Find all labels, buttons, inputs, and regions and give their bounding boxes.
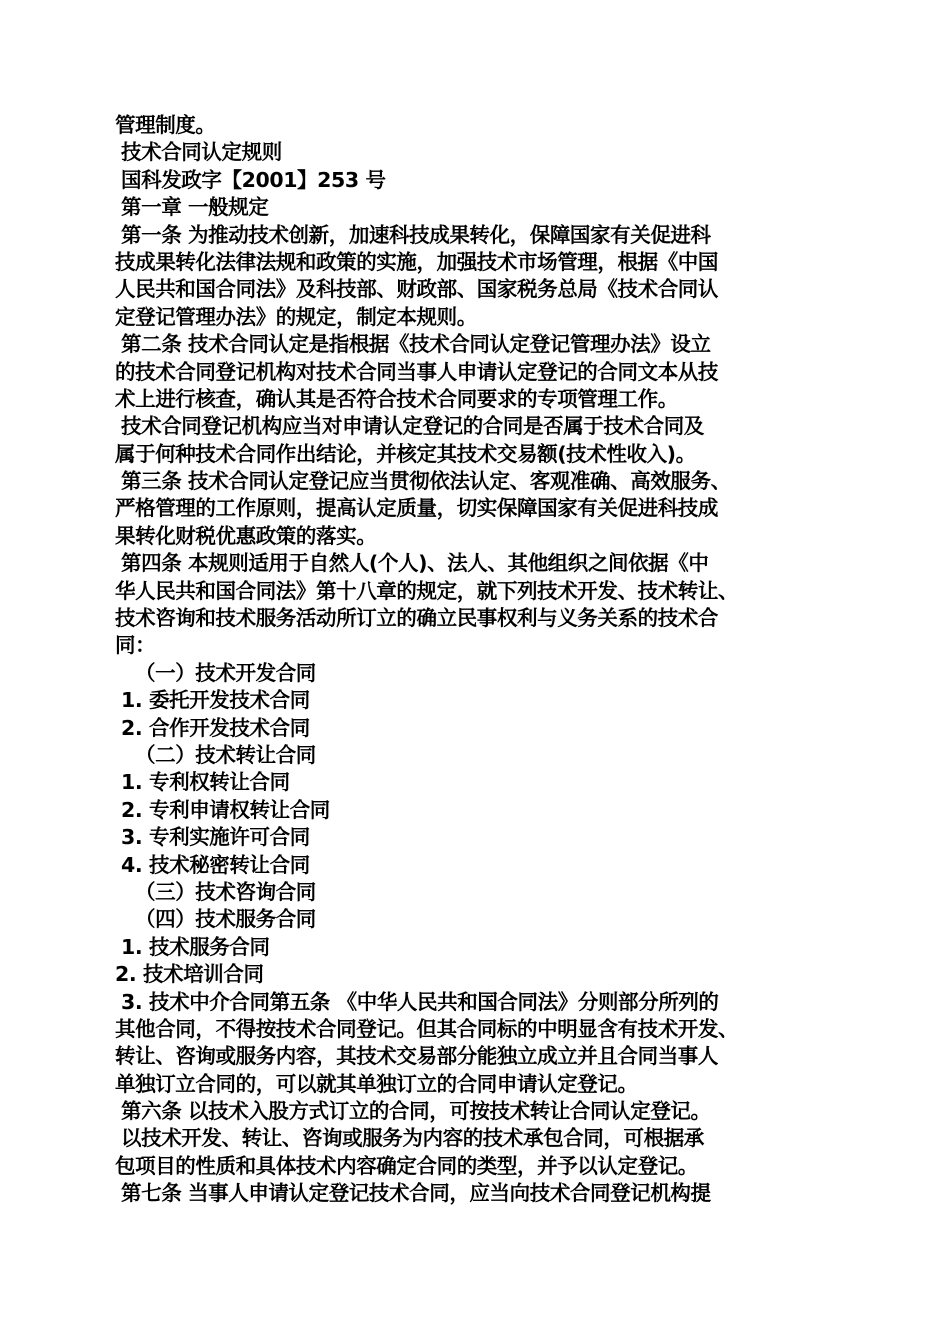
document-number: 国科发政字【2001】253 号 xyxy=(121,167,386,192)
rule-title: 技术合同认定规则 xyxy=(121,140,282,165)
list-item: 3. 专利实施许可合同 xyxy=(121,825,310,850)
list-heading: （二）技术转让合同 xyxy=(135,742,316,767)
text-line: 技成果转化法律法规和政策的实施，加强技术市场管理，根据《中国 xyxy=(115,249,718,274)
text-line: 严格管理的工作原则，提高认定质量，切实保障国家有关促进科技成 xyxy=(115,496,718,521)
chapter-heading: 第一章 一般规定 xyxy=(121,195,269,220)
list-heading: （三）技术咨询合同 xyxy=(135,879,316,904)
text-line: 的技术合同登记机构对技术合同当事人申请认定登记的合同文本从技 xyxy=(115,359,718,384)
text-line: 技术合同登记机构应当对申请认定登记的合同是否属于技术合同及 xyxy=(121,414,704,439)
list-heading: （四）技术服务合同 xyxy=(135,907,316,932)
article-3: 第三条 技术合同认定登记应当贯彻依法认定、客观准确、高效服务、 xyxy=(121,469,731,494)
text-line: 果转化财税优惠政策的落实。 xyxy=(115,523,377,548)
list-item: 2. 专利申请权转让合同 xyxy=(121,797,330,822)
text-line: 技术咨询和技术服务活动所订立的确立民事权利与义务关系的技术合 xyxy=(115,606,718,631)
text-line: 包项目的性质和具体技术内容确定合同的类型，并予以认定登记。 xyxy=(115,1153,698,1178)
list-item: 4. 技术秘密转让合同 xyxy=(121,852,310,877)
article-4: 第四条 本规则适用于自然人(个人)、法人、其他组织之间依据《中 xyxy=(121,551,709,576)
article-7: 第七条 当事人申请认定登记技术合同，应当向技术合同登记机构提 xyxy=(121,1181,711,1206)
text-line: 管理制度。 xyxy=(115,113,216,137)
document-page xyxy=(115,112,845,1208)
list-item: 1. 委托开发技术合同 xyxy=(121,688,310,713)
list-item: 1. 专利权转让合同 xyxy=(121,770,290,795)
article-1: 第一条 为推动技术创新，加速科技成果转化，保障国家有关促进科 xyxy=(121,222,711,247)
list-item: 1. 技术服务合同 xyxy=(121,934,270,959)
text-line: 华人民共和国合同法》第十八章的规定，就下列技术开发、技术转让、 xyxy=(115,578,739,603)
list-item: 2. 合作开发技术合同 xyxy=(121,715,310,740)
text-line: 同： xyxy=(115,633,156,658)
list-item: 2. 技术培训合同 xyxy=(115,962,264,987)
text-line: 定登记管理办法》的规定，制定本规则。 xyxy=(115,304,477,329)
text-line: 其他合同，不得按技术合同登记。但其合同标的中明显含有技术开发、 xyxy=(115,1016,739,1041)
text-line: 以技术开发、转让、咨询或服务为内容的技术承包合同，可根据承 xyxy=(121,1126,704,1151)
text-line: 转让、咨询或服务内容，其技术交易部分能独立成立并且合同当事人 xyxy=(115,1044,718,1069)
article-5: 3. 技术中介合同第五条 《中华人民共和国合同法》分则部分所列的 xyxy=(121,989,719,1014)
text-line: 属于何种技术合同作出结论，并核定其技术交易额(技术性收入)。 xyxy=(115,441,696,466)
list-heading: （一）技术开发合同 xyxy=(135,660,316,685)
text-line: 单独订立合同的，可以就其单独订立的合同申请认定登记。 xyxy=(115,1071,638,1096)
text-line: 人民共和国合同法》及科技部、财政部、国家税务总局《技术合同认 xyxy=(115,277,718,302)
article-6: 第六条 以技术入股方式订立的合同，可按技术转让合同认定登记。 xyxy=(121,1099,711,1124)
article-2: 第二条 技术合同认定是指根据《技术合同认定登记管理办法》设立 xyxy=(121,332,711,357)
text-line: 术上进行核查，确认其是否符合技术合同要求的专项管理工作。 xyxy=(115,386,678,411)
